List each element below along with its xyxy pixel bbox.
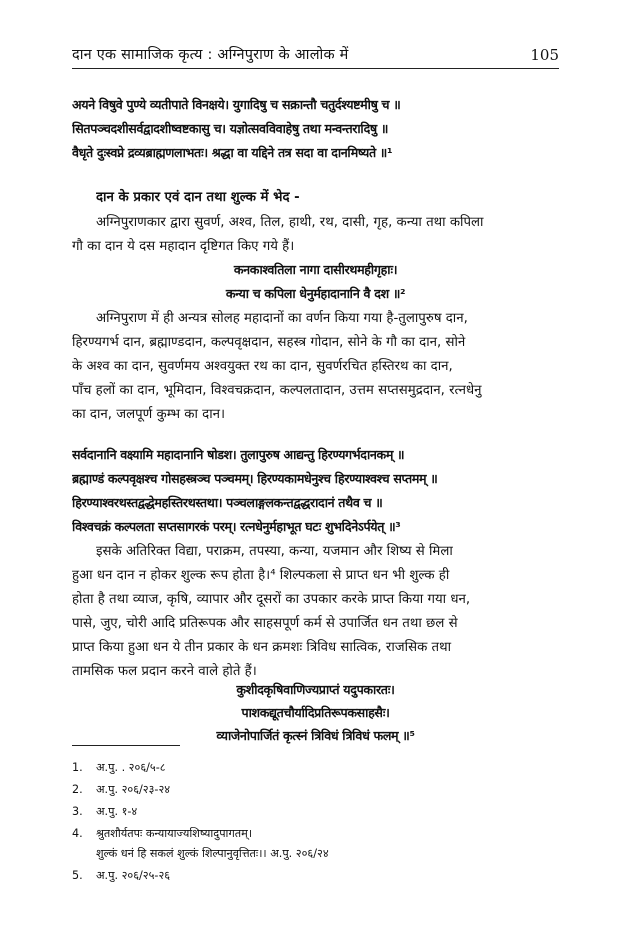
- paragraph-line: अग्निपुराणकार द्वारा सुवर्ण, अश्व, तिल, हाथी, रथ, दासी, गृह, कन्या तथा कपिला: [96, 215, 484, 230]
- verse-line: कन्या च कपिला धेनुर्महादानानि वै दश ॥²: [225, 286, 406, 301]
- footnote-text: अ.पु. २०६/२५-२६: [96, 869, 171, 882]
- footnote-text: अ.पु. २०६/२३-२४: [96, 783, 171, 796]
- footnote-text: अ.पु. १-४: [96, 805, 138, 818]
- verse-line: सर्वदानानि वक्ष्यामि महादानानि षोडश। तुलापुरुष आद्यन्तु हिरण्यगर्भदानकम् ॥: [72, 447, 405, 462]
- footnote: [72, 868, 559, 883]
- paragraph-line: अग्निपुराण में ही अन्यत्र सोलह महादानों का वर्णन किया गया है-तुलापुरुष दान,: [96, 311, 468, 326]
- running-title: दान एक सामाजिक कृत्य : अग्निपुराण के आलोक में: [72, 47, 349, 63]
- verse-line: सितपञ्चदशीसर्वद्वादशीष्वष्टकासु च। यज्ञोत्सवविवाहेषु तथा मन्वन्तरादिषु ॥: [72, 121, 389, 136]
- footnote-number: 3.: [72, 805, 83, 818]
- footnote: [72, 846, 559, 861]
- footnote-number: 1.: [72, 761, 83, 774]
- page-number: 105: [530, 46, 559, 64]
- verse-line: व्याजेनोपार्जितं कृत्स्नं त्रिविधं त्रिविधं फलम् ॥⁵: [216, 728, 415, 743]
- paragraph-line: होता है तथा व्याज, कृषि, व्यापार और दूसरों का उपकार करके प्राप्त किया गया धन,: [72, 592, 471, 607]
- footnote-text: श्रुतशौर्यतपः कन्यायाज्यशिष्यादुपागतम्।: [96, 827, 253, 840]
- footnote-text: शुल्कं धनं हि सकलं शुल्कं शिल्पानुवृत्तितः।। अ.पु. २०६/२४: [96, 847, 329, 860]
- paragraph-line: हिरण्यगर्भ दान, ब्रह्माण्डदान, कल्पवृक्षदान, सहस्त्र गोदान, सोने के गौ का दान, सोने: [72, 335, 466, 350]
- paragraph-line: तामसिक फल प्रदान करने वाले होते हैं।: [72, 664, 257, 679]
- verse-line: ब्रह्माण्डं कल्पवृक्षश्च गोसहस्त्रञ्च पञ्चमम्। हिरण्यकामधेनुश्च हिरण्याश्वश्च सप्तमम् ॥: [72, 471, 438, 486]
- verse-line: कनकाश्वतिला नागा दासीरथमहीगृहाः।: [233, 262, 398, 277]
- verse-line: अयने विषुवे पुण्ये व्यतीपाते विनक्षये। युगादिषु च सक्रान्तौ चतुर्दश्यष्टमीषु च ॥: [72, 97, 401, 112]
- paragraph-line: गौ का दान ये दस महादान दृष्टिगत किए गये हैं।: [72, 239, 295, 254]
- footnote-text: अ.पु. . २०६/५-८: [96, 761, 166, 774]
- footnote: [72, 760, 559, 775]
- footnote: [72, 782, 559, 797]
- verse-line: हिरण्याश्वरथस्तद्वद्धेमहस्तिरथस्तथा। पञ्चलाङ्गलकन्तद्वद्धरादानं तथैव च ॥: [72, 495, 383, 510]
- paragraph-line: का दान, जलपूर्ण कुम्भ का दान।: [72, 407, 226, 422]
- verse-line: विश्वचक्रं कल्पलता सप्तसागरकं परम्। रत्नधेनुर्महाभूत घटः शुभदिनेऽर्पयेत् ॥³: [72, 519, 401, 534]
- verse-line: पाशकद्यूतचौर्यादिप्रतिरूपकसाहसैः।: [241, 705, 390, 720]
- verse-line: कुशीदकृषिवाणिज्यप्राप्तं यदुपकारतः।: [236, 682, 395, 697]
- footnote-number: 4.: [72, 827, 83, 840]
- footnote: [72, 826, 559, 841]
- paragraph-line: इसके अतिरिक्त विद्या, पराक्रम, तपस्या, कन्या, यजमान और शिष्य से मिला: [96, 544, 453, 559]
- footnote-number: 2.: [72, 783, 83, 796]
- header-rule: [72, 68, 559, 69]
- footnote-number: 5.: [72, 869, 83, 882]
- paragraph-line: हुआ धन दान न होकर शुल्क रूप होता है।⁴ शिल्पकला से प्राप्त धन भी शुल्क ही: [72, 568, 450, 583]
- footnote-rule: [72, 745, 180, 746]
- footnote: [72, 804, 559, 819]
- page-header: [72, 38, 559, 64]
- paragraph-line: पासे, जुए, चोरी आदि प्रतिरूपक और साहसपूर्ण कर्म से उपार्जित धन तथा छल से: [72, 616, 458, 631]
- section-heading: दान के प्रकार एवं दान तथा शुल्क में भेद -: [96, 190, 300, 205]
- paragraph-line: प्राप्त किया हुआ धन ये तीन प्रकार के धन क्रमशः त्रिविध सात्विक, राजसिक तथा: [72, 640, 452, 655]
- verse-line: वैधृते दुःस्वप्ने द्रव्यब्राह्मणलाभतः। श्रद्धा वा यद्दिने तत्र सदा वा दानमिष्यते ॥¹: [72, 145, 393, 160]
- paragraph-line: के अश्व का दान, सुवर्णमय अश्वयुक्त रथ का दान, सुवर्णरचित हस्तिरथ का दान,: [72, 359, 453, 374]
- paragraph-line: पाँच हलों का दान, भूमिदान, विश्वचक्रदान, कल्पलतादान, उत्तम सप्तसमुद्रदान, रत्नधेनु: [72, 383, 482, 398]
